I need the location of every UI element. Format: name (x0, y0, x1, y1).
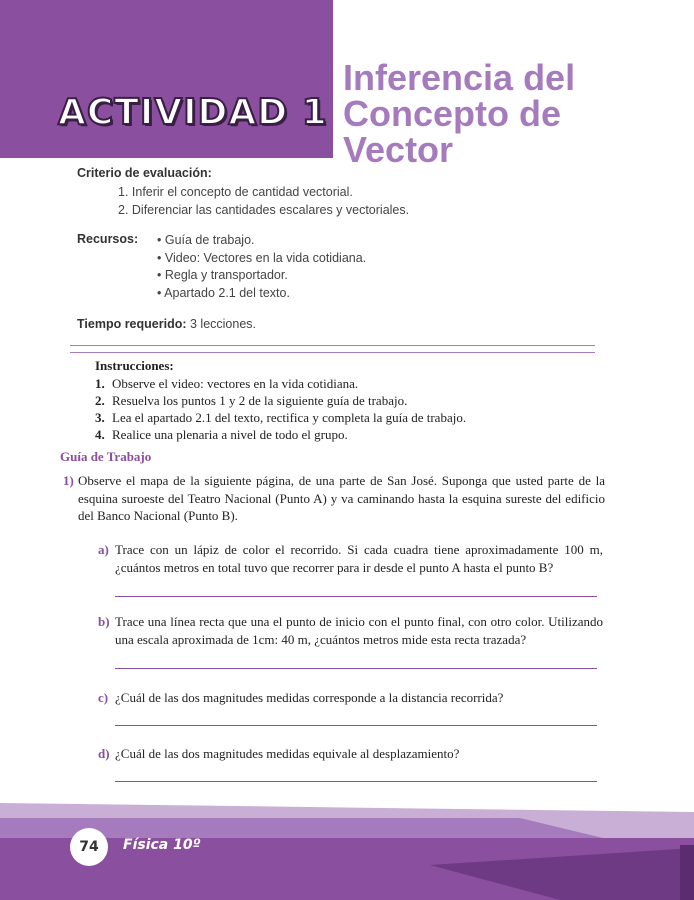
sub-letter: c) (98, 690, 109, 705)
tiempo-value: 3 lecciones. (186, 317, 256, 331)
criterio-item: 1. Inferir el concepto de cantidad vectorial. (118, 185, 353, 199)
sub-text: Trace con un lápiz de color el recorrido. Si cada cuadra tiene aproximadamente 100 m, ¿cuántos metros en total tuvo que recorrer para ir desde el punto A hasta el punto B? (115, 542, 603, 575)
question-text: Observe el mapa de la siguiente página, de una parte de San José. Suponga que usted parte de la esquina suroeste del Teatro Nacional (Punto A) y va caminando hasta la esquina sureste del edificio del Banco Nacional (Punto B). (78, 473, 605, 523)
item-number: 1. (95, 376, 105, 391)
page-number: 74 (70, 828, 108, 866)
recurso-item: • Guía de trabajo. (157, 233, 255, 247)
item-number: 2. (95, 393, 105, 408)
title-line: Vector (343, 129, 454, 170)
activity-title: ACTIVIDAD 1 (58, 92, 328, 133)
sub-text: ¿Cuál de las dos magnitudes medidas equivale al desplazamiento? (115, 746, 460, 761)
recurso-item: • Video: Vectores en la vida cotidiana. (157, 250, 367, 265)
item-text: Resuelva los puntos 1 y 2 de la siguiente guía de trabajo. (112, 393, 408, 408)
criterio-label: Criterio de evaluación: (77, 166, 212, 180)
footer-edge (680, 845, 694, 900)
sub-letter: d) (98, 746, 110, 761)
item-text: Realice una plenaria a nivel de todo el grupo. (112, 427, 348, 442)
sub-letter: b) (98, 614, 110, 629)
question-number: 1) (63, 473, 74, 488)
title-line: Inferencia del (343, 57, 576, 98)
item-number: 4. (95, 427, 105, 442)
book-name: Física 10º (123, 837, 201, 853)
sub-text: ¿Cuál de las dos magnitudes medidas corresponde a la distancia recorrida? (115, 690, 504, 705)
tiempo-label: Tiempo requerido: (77, 317, 187, 331)
recurso-item: • Apartado 2.1 del texto. (157, 285, 290, 300)
item-number: 3. (95, 410, 105, 425)
item-text: Observe el video: vectores en la vida cotidiana. (112, 376, 359, 391)
sub-letter: a) (98, 542, 109, 557)
guia-title: Guía de Trabajo (60, 449, 152, 464)
criterio-item: 2. Diferenciar las cantidades escalares y vectoriales. (118, 203, 410, 217)
instrucciones-heading: Instrucciones: (95, 358, 174, 373)
title-line: Concepto de (343, 93, 562, 134)
item-text: Lea el apartado 2.1 del texto, rectifica y completa la guía de trabajo. (112, 410, 467, 425)
recursos-label: Recursos: (77, 232, 139, 246)
sub-text: Trace una línea recta que una el punto de inicio con el punto final, con otro color. Utilizando una escala aproximada de 1cm: 40 m, ¿cuántos metros mide esta recta trazada? (115, 614, 603, 647)
recurso-item: • Regla y transportador. (157, 268, 288, 283)
